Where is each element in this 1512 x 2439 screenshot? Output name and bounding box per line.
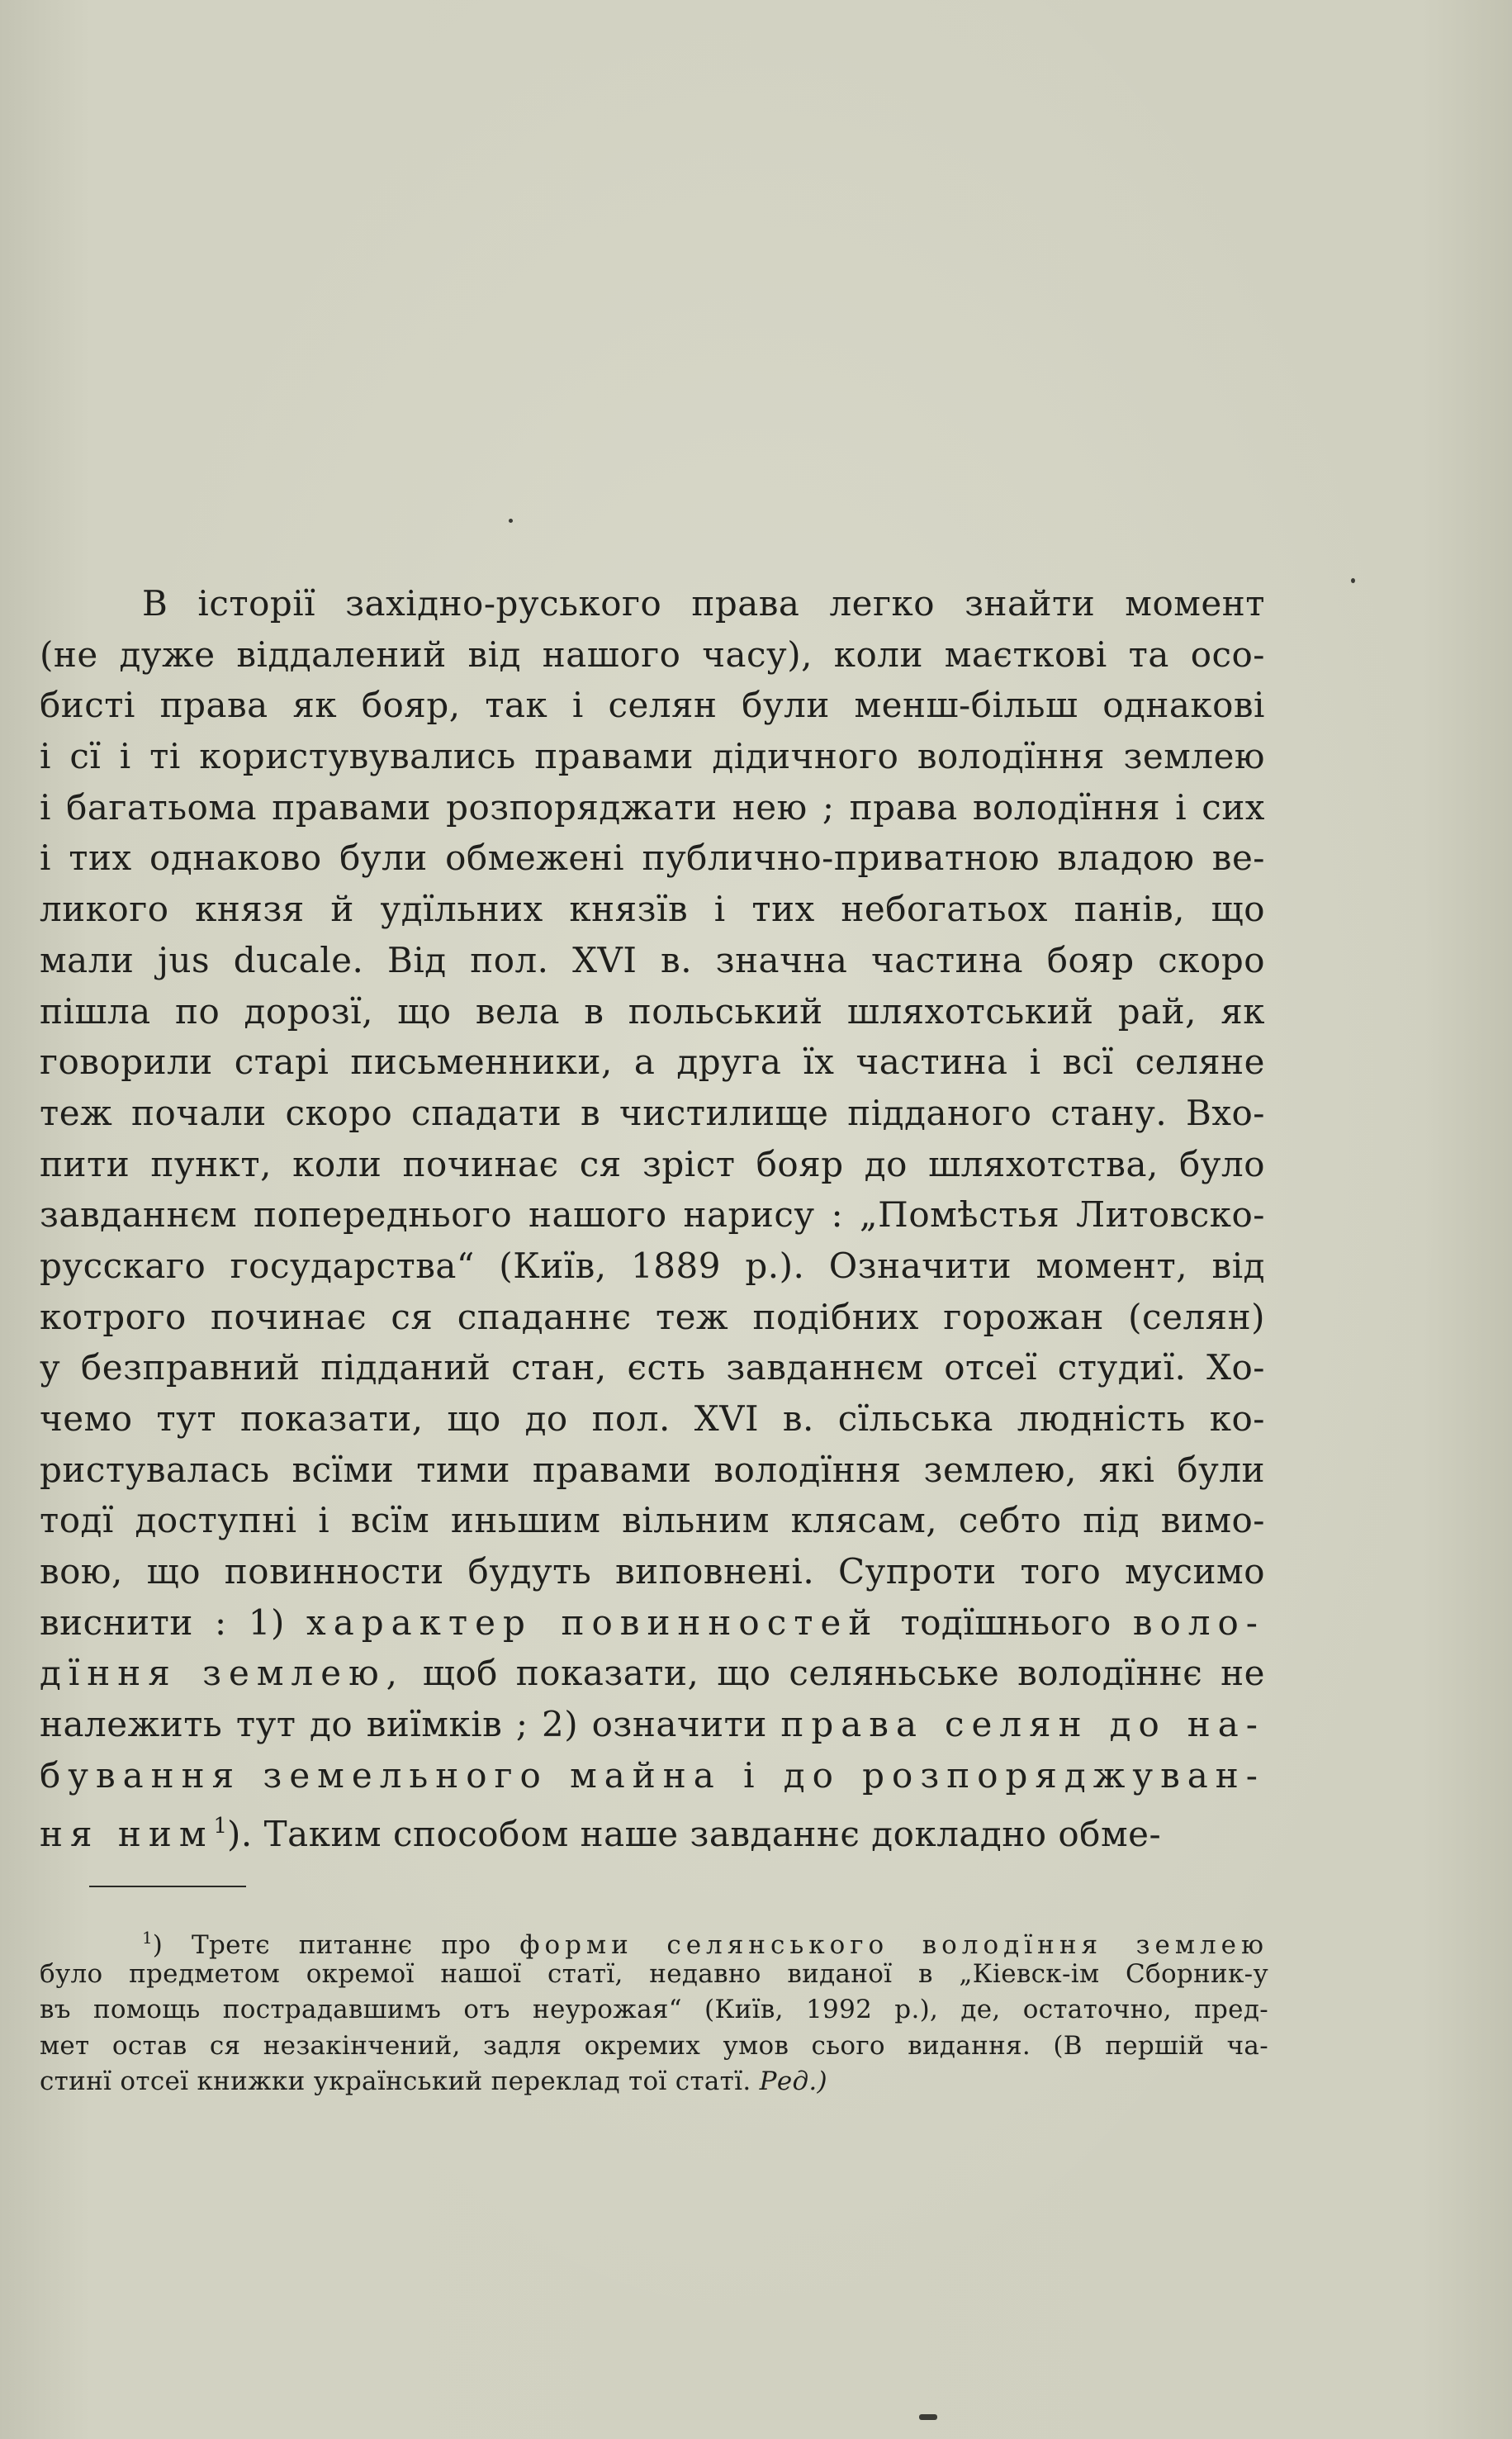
footnote bbox=[40, 1920, 1268, 2100]
footnote-ref: 1 bbox=[213, 1813, 228, 1839]
footnote-mark: 1 bbox=[142, 1928, 153, 1948]
text-line: ристувалась всїми тими правами володїння землею, які були bbox=[40, 1449, 1265, 1490]
text-line: завданнєм попереднього нашого нарису : „Помѣстья Литовско- bbox=[40, 1194, 1265, 1236]
text-line bbox=[40, 1648, 1265, 1699]
text-line: В історії західно-руського права легко знайти момент bbox=[142, 583, 1265, 624]
text-line: теж почали скоро спадати в чистилище підданого стану. Вхо- bbox=[40, 1092, 1265, 1133]
paper-speck bbox=[919, 2414, 937, 2420]
text-line: тодї доступні і всїм иньшим вільним клясам, себто під вимо- bbox=[40, 1500, 1265, 1541]
text-fragment: щоб показати, що селяньське володїннє не bbox=[422, 1653, 1266, 1694]
text-line: котрого починає ся спаданнє теж подібних горожан (селян) bbox=[40, 1296, 1265, 1337]
editor-note: Ред.) bbox=[759, 2067, 827, 2096]
text-line bbox=[40, 1801, 1265, 1853]
text-line: і тих однаково були обмежені публично-приватною владою ве- bbox=[40, 838, 1265, 879]
footnote-line: мет остав ся незакінчений, задля окремих умов сього видання. (В першій ча- bbox=[40, 2030, 1268, 2061]
text-fragment: належить тут до виїмків ; 2) означити bbox=[40, 1704, 767, 1745]
text-line: ликого князя й удїльних князїв і тих небогатьох панів, що bbox=[40, 889, 1265, 930]
emphasized-text: воло- bbox=[1132, 1601, 1265, 1643]
text-line: і сї і ті користувувались правами дідичного володїння землею bbox=[40, 736, 1265, 777]
emphasized-text: бування земельного майна і до розпоряджуван- bbox=[40, 1754, 1265, 1796]
emphasized-text: характер повинностей bbox=[306, 1601, 879, 1643]
footnote-line bbox=[40, 2064, 1268, 2100]
text-fragment: виснити : 1) bbox=[40, 1601, 285, 1643]
text-line bbox=[40, 1750, 1265, 1801]
emphasized-text: форми селянського володїння землею bbox=[519, 1930, 1268, 1960]
text-fragment: ) Третє питаннє про bbox=[152, 1930, 491, 1960]
emphasized-text: дїння землею, bbox=[40, 1653, 405, 1694]
paper-speck bbox=[509, 519, 513, 523]
text-line: говорили старі письменники, а друга їх частина і всї селяне bbox=[40, 1042, 1265, 1083]
text-line: бисті права як бояр, так і селян були менш-більш однакові bbox=[40, 685, 1265, 726]
text-fragment: тодїшнього bbox=[900, 1601, 1111, 1643]
text-line bbox=[40, 1699, 1265, 1750]
text-line: вою, що повинности будуть виповнені. Супроти того мусимо bbox=[40, 1551, 1265, 1592]
text-line: мали jus ducale. Від пол. XVI в. значна частина бояр скоро bbox=[40, 939, 1265, 980]
text-line: у безправний підданий стан, єсть завданнєм отсеї студиї. Хо- bbox=[40, 1347, 1265, 1388]
footnote-line: въ помощь пострадавшимъ отъ неурожая“ (Київ, 1992 р.), де, остаточно, пред- bbox=[40, 1995, 1268, 2024]
emphasized-text: права селян до на- bbox=[780, 1704, 1266, 1745]
text-line: русскаго государства“ (Київ, 1889 р.). Означити момент, від bbox=[40, 1245, 1265, 1286]
paper-speck bbox=[1351, 578, 1355, 583]
text-line: (не дуже віддалений від нашого часу), коли маєткові та осо- bbox=[40, 633, 1265, 675]
footnote-line bbox=[40, 1920, 1268, 1960]
footnote-line: було предметом окремої нашої статї, недавно виданої в „Кіевск-ім Сборник-у bbox=[40, 1958, 1268, 1989]
text-fragment: ). Таким способом наше завданнє докладно обме- bbox=[227, 1813, 1162, 1854]
text-fragment: стинї отсеї книжки український переклад тої статї. bbox=[40, 2067, 751, 2096]
emphasized-text: ня ним bbox=[40, 1813, 214, 1854]
main-paragraph bbox=[40, 578, 1265, 1852]
text-line bbox=[40, 1597, 1265, 1649]
text-line: пити пункт, коли починає ся зріст бояр до шляхотства, було bbox=[40, 1143, 1265, 1184]
text-line: і багатьома правами розпоряджати нею ; права володїння і сих bbox=[40, 786, 1265, 828]
text-line: пішла по дорозї, що вела в польський шляхотський рай, як bbox=[40, 990, 1265, 1032]
text-line: чемо тут показати, що до пол. XVI в. сїльська людність ко- bbox=[40, 1398, 1265, 1439]
footnote-divider bbox=[89, 1886, 246, 1887]
